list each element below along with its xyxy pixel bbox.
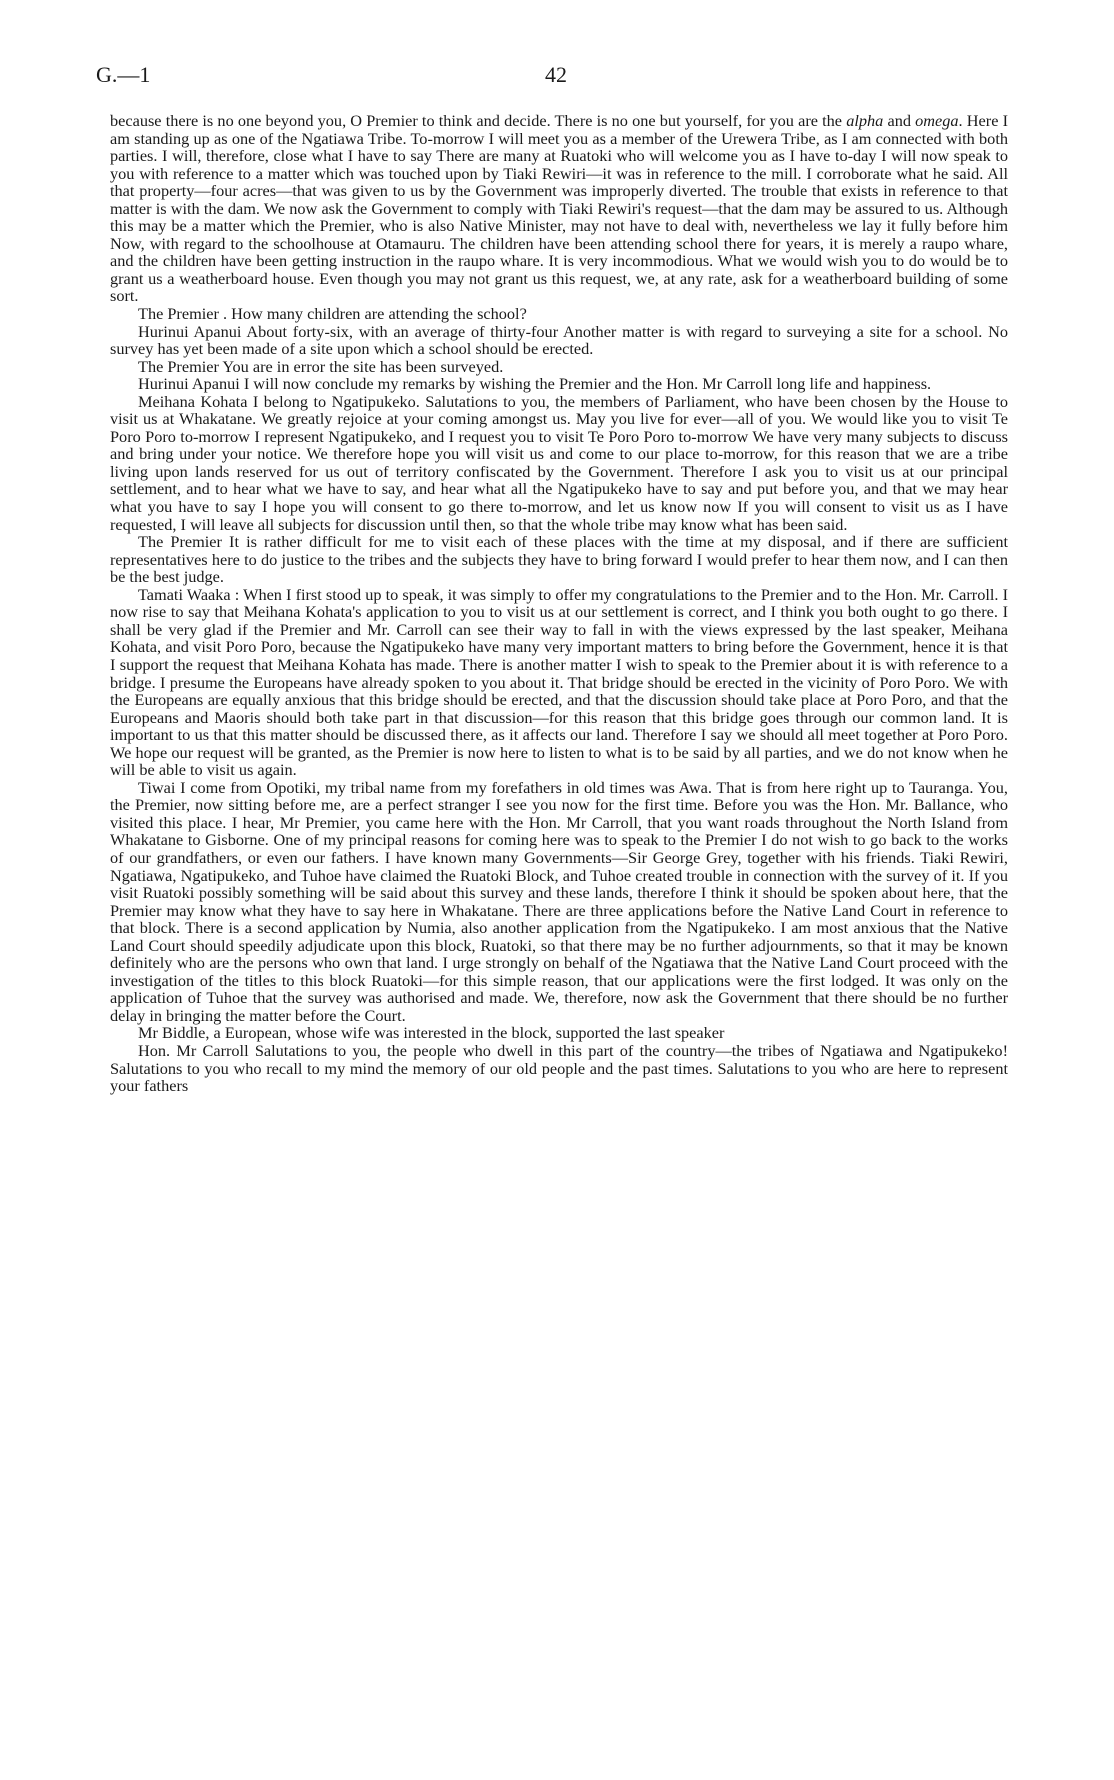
page-header (96, 62, 1016, 92)
paragraph-text: Mr Biddle, a European, whose wife was interested in the block, supported the last speaker (138, 1023, 725, 1043)
paragraph (110, 393, 1008, 533)
italic-text: omega (915, 111, 959, 130)
paragraph (110, 586, 1008, 779)
paragraph (110, 112, 1008, 305)
paragraph-text: and (883, 111, 916, 130)
paragraph-text: because there is no one beyond you, O Premier to think and decide. There is no one but yourself, for you are the (110, 111, 847, 130)
paragraph (110, 358, 1008, 376)
paragraph-text: Meihana Kohata I belong to Ngatipukeko. Salutations to you, the members of Parliament, who have been chosen by the House to visit us at Whakatane. We greatly rejoice at your coming amongst us. May you live for ever—all of you. We would like you to visit Te Poro Poro to-morrow I represent Ngatipukeko, and I request you to visit Te Poro Poro to-morrow We have very many subjects to discuss and bring under your notice. We therefore hope you will visit us and come to our place to-morrow, for this reason that we are a tribe living upon lands reserved for us out of territory confiscated by the Government. Therefore I ask you to visit us at our principal settlement, and to hear what we have to say, and hear what all the Ngatipukeko have to say and put before you, and that we may hear what you have to say I hope you will consent to go there to-morrow, and let us know now If you will consent to visit us as I have requested, I will leave all subjects for discussion until then, so that the whole tribe may know what has been said. (110, 391, 1008, 534)
paragraph (110, 1024, 1008, 1042)
paragraph (110, 533, 1008, 586)
page-number: 42 (545, 62, 567, 87)
paragraph-text: The Premier . How many children are attending the school? (138, 304, 527, 324)
paragraph-text: . Here I am standing up as one of the Ngatiawa Tribe. To-morrow I will meet you as a member of the Urewera Tribe, as I am connected with both parties. I will, therefore, close what I have to say There are many at Ruatoki who will welcome you as I have to-day I will now speak to you with reference to a matter which was touched upon by Tiaki Rewiri—it was in reference to the mill. I corroborate what he said. All that property—four acres—that was given to us by the Government was improperly diverted. The trouble that exists in reference to that matter is with the dam. We now ask the Government to comply with Tiaki Rewiri's request—that the dam may be assured to us. Although this may be a matter which the Premier, who is also Native Minister, may not have to deal with, nevertheless we lay it fully before him Now, with regard to the schoolhouse at Otamauru. The children have been attending school there for years, it is merely a raupo whare, and the children have been getting instruction in the raupo whare. It is very incommodious. What we would wish you to do would be to grant us a weatherboard house. Even though you may not grant us this request, we, at any rate, ask for a weatherboard building of some sort. (110, 111, 1009, 306)
paragraph (110, 305, 1008, 323)
paragraph (110, 779, 1008, 1025)
document-reference: G.—1 (96, 62, 151, 87)
paragraph (110, 1042, 1008, 1095)
paragraph (110, 375, 1008, 393)
paragraph-text: Tamati Waaka : When I first stood up to speak, it was simply to offer my congratulations to the Premier and to the Hon. Mr. Carroll. I now rise to say that Meihana Kohata's application to you to visit us at our settlement is correct, and I think you both ought to go there. I shall be very glad if the Premier and Mr. Carroll can see their way to fall in with the views expressed by the last speaker, Meihana Kohata, and visit Poro Poro, because the Ngatipukeko have many very important matters to bring before the Government, hence it is that I support the request that Meihana Kohata has made. There is another matter I wish to speak to the Premier about it is with reference to a bridge. I presume the Europeans have already spoken to you about it. That bridge should be erected in the vicinity of Poro Poro. We with the Europeans are equally anxious that this bridge should be erected, and that the discussion should take place at Poro Poro, and that the Europeans and Maoris should both take part in that discussion—for this reason that this bridge goes through our common land. It is important to us that this matter should be discussed there, as it affects our land. Therefore I say we should all meet together at Poro Poro. We hope our request will be granted, as the Premier is now here to listen to what is to be said by all parties, and we do not know when he will be able to visit us again. (110, 584, 1008, 780)
paragraph-text: The Premier It is rather difficult for me to visit each of these places with the time at my disposal, and if there are sufficient representatives here to do justice to the tribes and the subjects they have to bring forward I would prefer to hear them now, and I can then be the best judge. (110, 532, 1008, 587)
paragraph-text: Tiwai I come from Opotiki, my tribal name from my forefathers in old times was Awa. That is from here right up to Tauranga. You, the Premier, now sitting before me, are a perfect stranger I see you now for the first time. Before you was the Hon. Mr. Ballance, who visited this place. I hear, Mr Premier, you came here with the Hon. Mr Carroll, that you want roads throughout the North Island from Whakatane to Gisborne. One of my principal reasons for coming here was to speak to the Premier I do not wish to go back to the works of our grandfathers, or even our fathers. I have known many Governments—Sir George Grey, together with his friends. Tiaki Rewiri, Ngatiawa, Ngatipukeko, and Tuhoe have claimed the Ruatoki Block, and Tuhoe created trouble in connection with the survey of it. If you visit Ruatoki possibly something will be said about this survey and these lands, therefore I think it should be spoken about here, that the Premier may know what they have to say here in Whakatane. There are three applications before the Native Land Court in reference to that block. There is a second application by Numia, also another application from the Ngatipukeko. I am most anxious that the Native Land Court should speedily adjudicate upon this block, Ruatoki, so that there may be no further adjournments, so that it may be known definitely who are the persons who own that land. I urge strongly on behalf of the Ngatiawa that the Native Land Court proceed with the investigation of the titles to this block Ruatoki—for this simple reason, that our applications were the first lodged. It was only on the application of Tuhoe that the survey was authorised and made. We, therefore, now ask the Government that there should be no further delay in bringing the matter before the Court. (110, 777, 1008, 1025)
paragraph (110, 323, 1008, 358)
italic-text: alpha (846, 111, 884, 130)
document-body (110, 112, 1008, 1095)
paragraph-text: Hurinui Apanui About forty-six, with an average of thirty-four Another matter is with regard to surveying a site for a school. No survey has yet been made of a site upon which a school should be erected. (110, 321, 1008, 359)
paragraph-text: Hon. Mr Carroll Salutations to you, the people who dwell in this part of the country—the tribes of Ngatiawa and Ngatipukeko! Salutations to you who recall to my mind the memory of our old people and the past times. Salutations to you who are here to represent your fathers (110, 1040, 1008, 1096)
paragraph-text: Hurinui Apanui I will now conclude my remarks by wishing the Premier and the Hon. Mr Carroll long life and happiness. (138, 374, 932, 394)
paragraph-text: The Premier You are in error the site has been surveyed. (138, 356, 504, 376)
